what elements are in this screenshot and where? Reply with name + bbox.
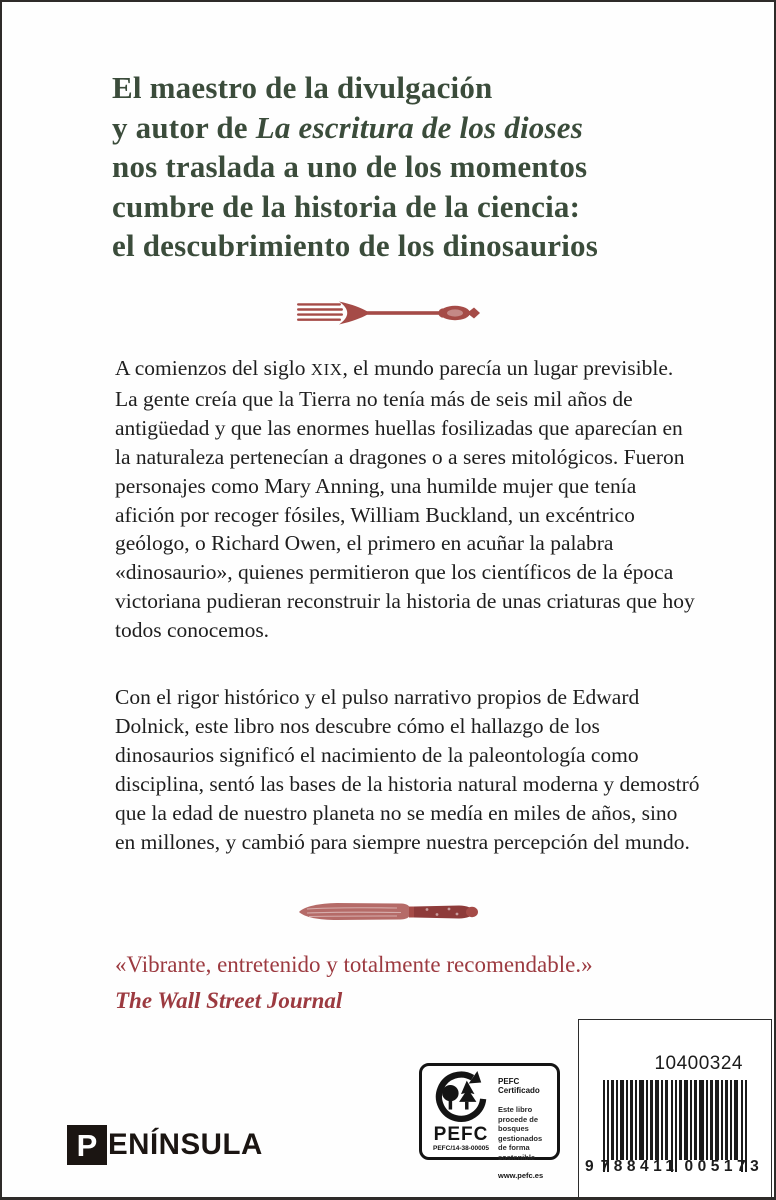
- headline-line-3: nos traslada a uno de los momentos: [112, 149, 588, 184]
- pefc-license-number: PEFC/14-38-00005: [432, 1145, 489, 1152]
- pefc-acronym: PEFC: [433, 1124, 489, 1145]
- book-title-italic: La escritura de los dioses: [255, 109, 583, 145]
- fork-ornament-icon: [295, 299, 481, 332]
- publisher-logo: [67, 1124, 263, 1165]
- headline-line-1: El maestro de la divulgación: [112, 70, 493, 105]
- body-paragraph-2: Con el rigor histórico y el pulso narrativo propios de Edward Dolnick, este libro nos descubre cómo el hallazgo de los dinosaurios significó el nacimiento de la paleontología como disciplina, sentó las bases de la historia natural moderna y demostró que la edad de nuestro planeta no se medía en miles de años, sino en millones, y cambió para siempre nuestra percepción del mundo.: [115, 685, 700, 854]
- barcode-ean-digits: [585, 1158, 764, 1176]
- publisher-logo-p: P: [76, 1127, 98, 1163]
- pefc-certification-box: [419, 1063, 560, 1180]
- barcode-zone: [578, 1019, 772, 1200]
- headline-line-2: y autor de La escritura de los dioses: [112, 109, 583, 145]
- knife-ornament-icon: [297, 900, 479, 929]
- pefc-website: www.pefc.es: [498, 1171, 544, 1180]
- review-source: The Wall Street Journal: [115, 988, 343, 1013]
- headline: [112, 68, 692, 266]
- ean-group-2: 005173: [684, 1158, 764, 1175]
- headline-line-5: el descubrimiento de los dinosaurios: [112, 228, 599, 263]
- barcode-upper-number: 10400324: [654, 1053, 743, 1074]
- roman-numeral: XIX: [310, 360, 343, 379]
- headline-line-4: cumbre de la historia de la ciencia:: [112, 188, 581, 224]
- press-review: [115, 947, 700, 1019]
- ean-prefix: 9: [585, 1158, 594, 1175]
- publisher-logo-square: [67, 1125, 107, 1165]
- pefc-certified-label: PEFC Certificado: [498, 1077, 540, 1095]
- pefc-description: Este libro procede de bosques gestionados de forma sostenible: [498, 1105, 543, 1162]
- ean-group-1: 788411: [600, 1158, 679, 1175]
- publisher-logo-text: ENÍNSULA: [108, 1127, 263, 1161]
- review-quote: «Vibrante, entretenido y totalmente recomendable.»: [115, 952, 593, 977]
- pefc-logo-icon: [430, 1071, 492, 1128]
- body-paragraph-1: A comienzos del siglo XIX, el mundo parecía un lugar previsible. La gente creía que la Tierra no tenía más de seis mil años de antigüedad y que las enormes huellas fosilizadas que aparecían en la naturaleza pertenecían a dragones o a seres mitológicos. Fueron personajes como Mary Anning, una humilde mujer que tenía afición por recoger fósiles, William Buckland, un excéntrico geólogo, o Richard Owen, el primero en acuñar la palabra «dinosaurio», quienes permitieron que los científicos de la época victoriana pudieran reconstruir la historia de unas criaturas que hoy todos conocemos.: [115, 356, 695, 643]
